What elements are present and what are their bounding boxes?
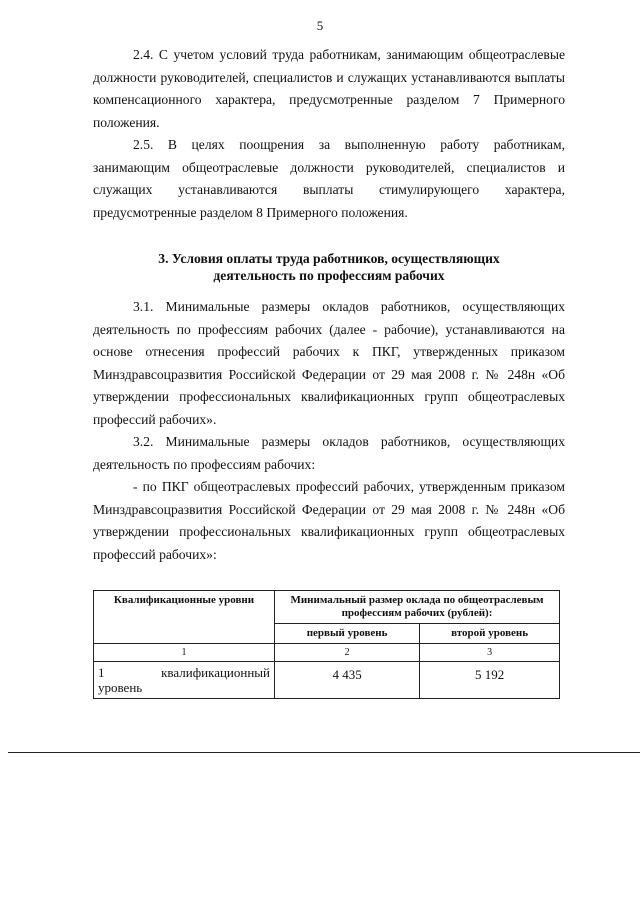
header-second-level: второй уровень bbox=[420, 624, 560, 644]
section-heading-line-1: 3. Условия оплаты труда работников, осуществляющих bbox=[158, 251, 500, 266]
header-minimum-salary: Минимальный размер оклада по общеотраслевым профессиям рабочих (рублей): bbox=[275, 591, 560, 624]
table-column-numbers-row bbox=[94, 644, 560, 662]
column-number-2: 2 bbox=[275, 644, 420, 662]
level-word: квалификационный bbox=[161, 665, 270, 680]
level-rest: уровень bbox=[98, 680, 143, 695]
paragraph-2-5: 2.5. В целях поощрения за выполненную работу работникам, занимающим общеотраслевые должности руководителей, специалистов и служащих устанавливаются выплаты стимулирующего характера, предусмотренные разделом 8 Примерного положения. bbox=[93, 137, 565, 220]
second-level-value: 5 192 bbox=[420, 662, 560, 699]
document-body bbox=[93, 44, 565, 699]
paragraph-2-4: 2.4. С учетом условий труда работникам, занимающим общеотраслевые должности руководителей, специалистов и служащих устанавливаются выплаты компенсационного характера, предусмотренные разделом 7 Примерного положения. bbox=[93, 47, 565, 130]
table-header-row bbox=[94, 591, 560, 624]
paragraph-3-2: 3.2. Минимальные размеры окладов работников, осуществляющих деятельность по профессиям рабочих: bbox=[93, 434, 565, 472]
paragraph-pkg: - по ПКГ общеотраслевых профессий рабочих, утвержденным приказом Минздравсоцразвития Российской Федерации от 29 мая 2008 г. № 248н «Об утверждении профессиональных квалификационных групп общеотраслевых профессий рабочих»: bbox=[93, 479, 565, 562]
column-number-1: 1 bbox=[94, 644, 275, 662]
section-heading-line-2: деятельность по профессиям рабочих bbox=[213, 268, 445, 283]
table-row bbox=[94, 662, 560, 699]
column-number-3: 3 bbox=[420, 644, 560, 662]
footer-divider bbox=[8, 752, 640, 753]
header-first-level: первый уровень bbox=[275, 624, 420, 644]
qualification-level-cell bbox=[94, 662, 275, 699]
paragraph-3-1: 3.1. Минимальные размеры окладов работников, осуществляющих деятельность по профессиям рабочих (далее - рабочие), устанавливаются на основе отнесения профессий рабочих к ПКГ, утвержденных приказом Минздравсоцразвития Российской Федерации от 29 мая 2008 г. № 248н «Об утверждении профессиональных квалификационных групп общеотраслевых профессий рабочих». bbox=[93, 299, 565, 427]
salary-table bbox=[93, 590, 560, 699]
page-number: 5 bbox=[316, 18, 324, 33]
first-level-value: 4 435 bbox=[275, 662, 420, 699]
header-qualification-levels: Квалификационные уровни bbox=[94, 591, 275, 644]
level-number: 1 bbox=[98, 665, 105, 680]
section-heading bbox=[93, 250, 565, 284]
